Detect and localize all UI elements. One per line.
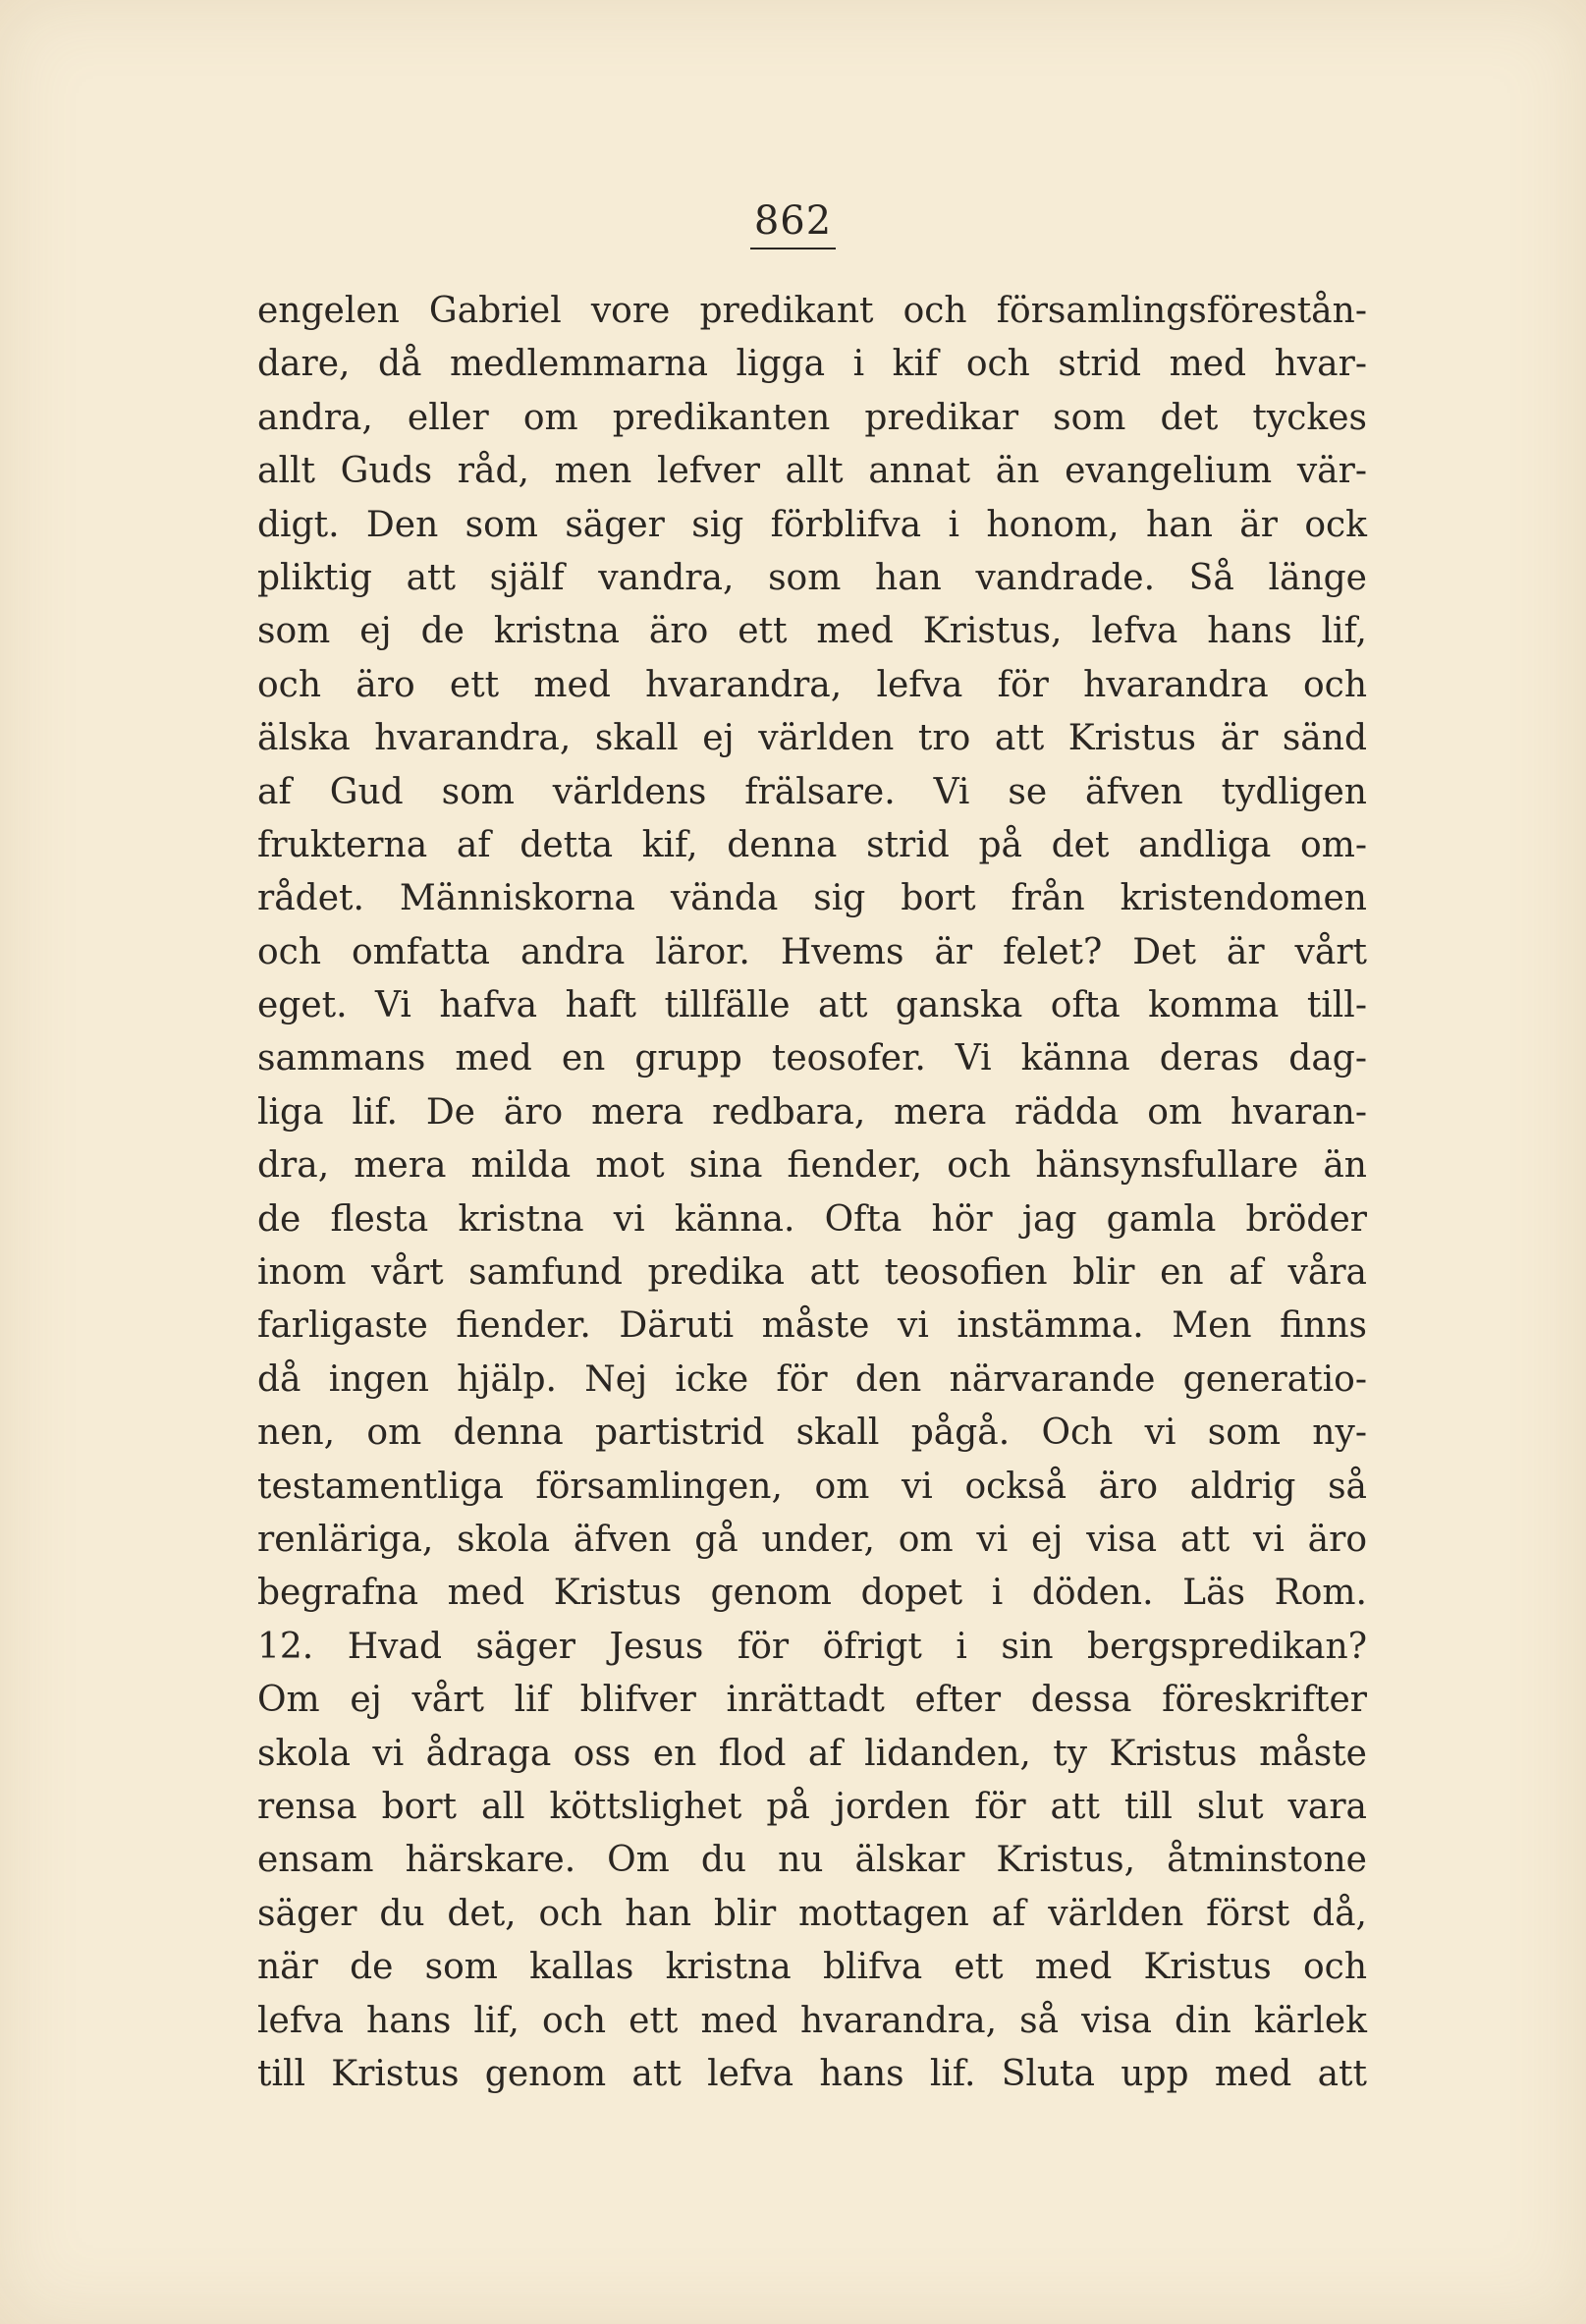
text-line: ensam härskare. Om du nu älskar Kristus, åtminstone [257, 1840, 1367, 1881]
text-line: andra, eller om predikanten predikar som det tyckes [257, 397, 1367, 438]
text-line: engelen Gabriel vore predikant och församlingsförestån- [257, 291, 1367, 331]
text-line: sammans med en grupp teosofer. Vi känna deras dag- [257, 1038, 1367, 1079]
page-number [0, 196, 1586, 249]
text-line: rensa bort all köttslighet på jorden för att till slut vara [257, 1786, 1367, 1827]
text-line: liga lif. De äro mera redbara, mera rädda om hvaran- [257, 1091, 1367, 1133]
text-line: 12. Hvad säger Jesus för öfrigt i sin bergspredikan? [257, 1626, 1367, 1667]
text-line: lefva hans lif, och ett med hvarandra, så visa din kärlek [257, 2000, 1367, 2041]
text-line: begrafna med Kristus genom dopet i döden. Läs Rom. [257, 1573, 1367, 1614]
text-line: dra, mera milda mot sina fiender, och hänsynsfullare än [257, 1145, 1367, 1187]
text-line: säger du det, och han blir mottagen af världen först då, [257, 1893, 1367, 1934]
text-line: dare, då medlemmarna ligga i kif och strid med hvar- [257, 344, 1367, 385]
text-line: rådet. Människorna vända sig bort från kristendomen [257, 878, 1367, 919]
text-line: som ej de kristna äro ett med Kristus, lefva hans lif, [257, 611, 1367, 652]
text-line: eget. Vi hafva haft tillfälle att ganska ofta komma till- [257, 985, 1367, 1026]
text-line: älska hvarandra, skall ej världen tro att Kristus är sänd [257, 718, 1367, 759]
text-line: digt. Den som säger sig förblifva i honom, han är ock [257, 504, 1367, 545]
text-line: frukterna af detta kif, denna strid på det andliga om- [257, 824, 1367, 865]
text-line: af Gud som världens frälsare. Vi se äfven tydligen [257, 771, 1367, 812]
text-line: renläriga, skola äfven gå under, om vi ej visa att vi äro [257, 1519, 1367, 1560]
text-line: pliktig att själf vandra, som han vandrade. Så länge [257, 557, 1367, 598]
text-line: inom vårt samfund predika att teosofien blir en af våra [257, 1252, 1367, 1294]
body-text [257, 285, 1367, 2101]
text-line: testamentliga församlingen, om vi också äro aldrig så [257, 1466, 1367, 1507]
text-line: farligaste fiender. Däruti måste vi instämma. Men finns [257, 1305, 1367, 1347]
text-line: och omfatta andra läror. Hvems är felet? Det är vårt [257, 931, 1367, 972]
text-line: när de som kallas kristna blifva ett med Kristus och [257, 1947, 1367, 1988]
text-line: och äro ett med hvarandra, lefva för hvarandra och [257, 664, 1367, 705]
text-line: till Kristus genom att lefva hans lif. Sluta upp med att [257, 2053, 1367, 2094]
text-line: de flesta kristna vi känna. Ofta hör jag gamla bröder [257, 1198, 1367, 1240]
text-line: allt Guds råd, men lefver allt annat än evangelium vär- [257, 451, 1367, 492]
text-line: nen, om denna partistrid skall pågå. Och vi som ny- [257, 1412, 1367, 1454]
page-number-text: 862 [750, 196, 836, 249]
text-line: då ingen hjälp. Nej icke för den närvarande generatio- [257, 1358, 1367, 1400]
text-line: skola vi ådraga oss en flod af lidanden, ty Kristus måste [257, 1733, 1367, 1774]
text-line: Om ej vårt lif blifver inrättadt efter dessa föreskrifter [257, 1680, 1367, 1721]
